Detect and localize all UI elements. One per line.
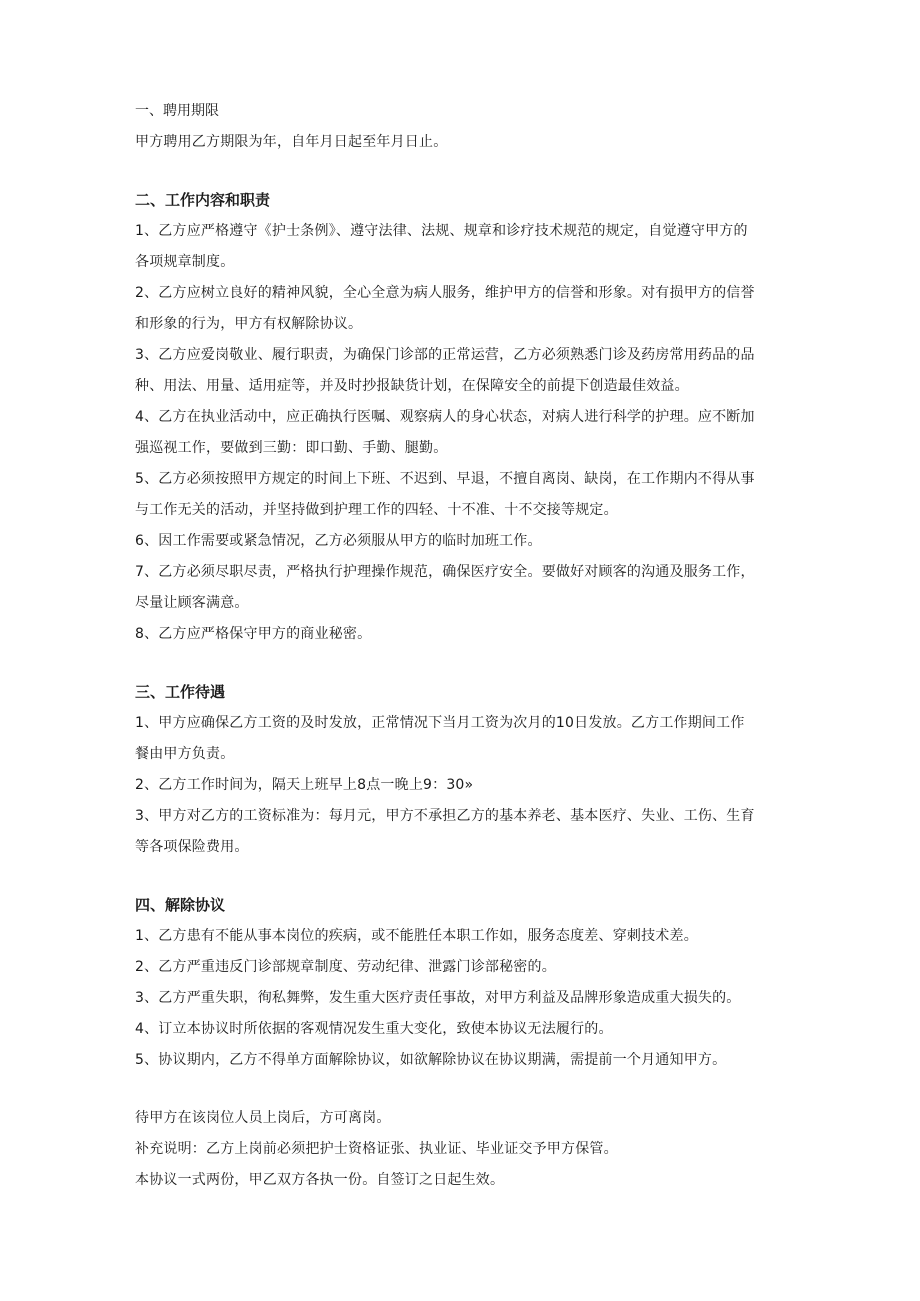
- section-heading-termination: 四、解除协议: [135, 896, 226, 914]
- section-spacer: [135, 863, 785, 890]
- closing-line: 待甲方在该岗位人员上岗后，方可离岗。: [135, 1110, 391, 1126]
- paragraph-line: 种、用法、用量、适用症等，并及时抄报缺货计划，在保障安全的前提下创造最佳效益。: [135, 378, 689, 394]
- section-spacer: [135, 650, 785, 677]
- paragraph-line: 各项规章制度。: [135, 254, 235, 270]
- section-heading-duties: 二、工作内容和职责: [135, 191, 271, 209]
- section-spacer: [135, 1076, 785, 1103]
- paragraph-line: 3、乙方严重失职，徇私舞弊，发生重大医疗责任事故，对甲方利益及品牌形象造成重大损失的。: [135, 990, 741, 1006]
- paragraph-line: 2、乙方应树立良好的精神风貌，全心全意为病人服务，维护甲方的信誉和形象。对有损甲方的信誉: [135, 285, 755, 301]
- paragraph-line: 1、乙方应严格遵守《护士条例》、遵守法律、法规、规章和诊疗技术规范的规定，自觉遵守甲方的: [135, 223, 748, 239]
- closing-line: 本协议一式两份，甲乙双方各执一份。自签订之日起生效。: [135, 1172, 505, 1188]
- paragraph-line: 2、乙方严重违反门诊部规章制度、劳动纪律、泄露门诊部秘密的。: [135, 959, 556, 975]
- section-heading-compensation: 三、工作待遇: [135, 683, 226, 701]
- paragraph-line: 3、甲方对乙方的工资标准为：每月元，甲方不承担乙方的基本养老、基本医疗、失业、工伤、生育: [135, 808, 755, 824]
- paragraph-line: 4、订立本协议时所依据的客观情况发生重大变化，致使本协议无法履行的。: [135, 1021, 613, 1037]
- paragraph-line: 2、乙方工作时间为，隔天上班早上8点一晚上9：30»: [135, 777, 474, 793]
- section-spacer: [135, 158, 785, 185]
- contract-document: [135, 96, 785, 1196]
- paragraph-line: 和形象的行为，甲方有权解除协议。: [135, 316, 363, 332]
- paragraph-line: 3、乙方应爱岗敬业、履行职责，为确保门诊部的正常运营，乙方必须熟悉门诊及药房常用药品的品: [135, 347, 755, 363]
- paragraph-line: 7、乙方必须尽职尽责，严格执行护理操作规范，确保医疗安全。要做好对顾客的沟通及服务工作，: [135, 564, 755, 580]
- paragraph-line: 6、因工作需要或紧急情况，乙方必须服从甲方的临时加班工作。: [135, 533, 542, 549]
- paragraph-line: 与工作无关的活动，并坚持做到护理工作的四轻、十不准、十不交接等规定。: [135, 502, 618, 518]
- paragraph-line: 餐由甲方负责。: [135, 746, 235, 762]
- paragraph-line: 5、协议期内，乙方不得单方面解除协议，如欲解除协议在协议期满，需提前一个月通知甲方。: [135, 1052, 727, 1068]
- paragraph-line: 1、乙方患有不能从事本岗位的疾病，或不能胜任本职工作如，服务态度差、穿刺技术差。: [135, 928, 698, 944]
- paragraph-line: 尽量让顾客满意。: [135, 595, 249, 611]
- paragraph-line: 等各项保险费用。: [135, 839, 249, 855]
- paragraph-line: 4、乙方在执业活动中，应正确执行医嘱、观察病人的身心状态，对病人进行科学的护理。应不断加: [135, 409, 755, 425]
- section-heading-term: 一、聘用期限: [135, 103, 219, 119]
- paragraph-line: 强巡视工作，要做到三勤：即口勤、手勤、腿勤。: [135, 440, 448, 456]
- paragraph-line: 8、乙方应严格保守甲方的商业秘密。: [135, 626, 372, 642]
- paragraph-line: 1、甲方应确保乙方工资的及时发放，正常情况下当月工资为次月的10日发放。乙方工作期间工作: [135, 715, 745, 731]
- paragraph-line: 甲方聘用乙方期限为年，自年月日起至年月日止。: [135, 134, 448, 150]
- closing-line: 补充说明：乙方上岗前必须把护士资格证张、执业证、毕业证交予甲方保管。: [135, 1141, 618, 1157]
- paragraph-line: 5、乙方必须按照甲方规定的时间上下班、不迟到、早退，不擅自离岗、缺岗，在工作期内不得从事: [135, 471, 755, 487]
